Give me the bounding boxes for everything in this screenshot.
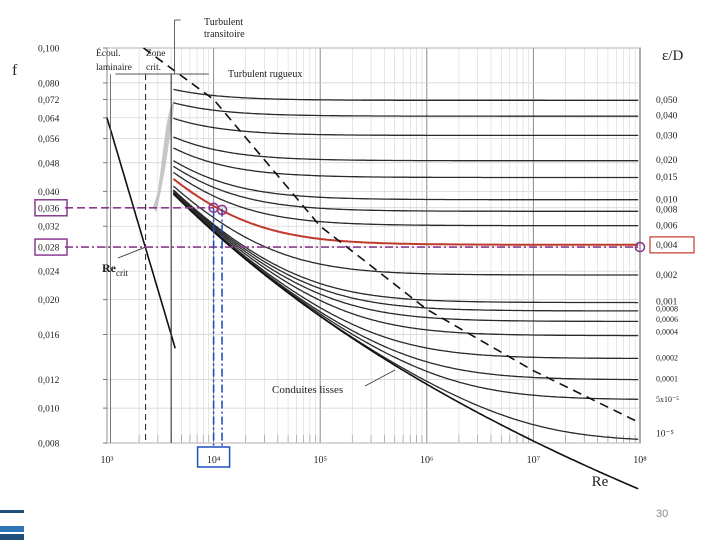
x-tick-label: 10⁵ <box>313 455 327 466</box>
footer-accent-bar-bottom <box>0 534 24 540</box>
y-axis-label: f <box>12 62 18 79</box>
x-tick-label: 10⁸ <box>633 455 647 466</box>
y-tick-label: 0,024 <box>38 267 60 278</box>
annotation-transitoire: transitoire <box>204 29 245 40</box>
eps-d-label: 0,040 <box>656 111 678 122</box>
footer-accent-bar-mid <box>0 526 24 532</box>
annotation-turbulent-rugueux: Turbulent rugueux <box>228 69 303 80</box>
y-tick-label: 0,072 <box>38 95 60 106</box>
eps-d-label: 0,004 <box>656 240 678 251</box>
eps-d-label: 0,0001 <box>656 374 678 384</box>
eps-d-label: 0,006 <box>656 221 678 232</box>
x-tick-label: 10⁴ <box>206 455 221 466</box>
eps-d-label: 0,030 <box>656 131 678 142</box>
y-tick-label: 0,020 <box>38 296 60 307</box>
x-tick-label: 10⁷ <box>526 455 541 466</box>
eps-d-label: 0,0008 <box>656 304 678 314</box>
y-tick-label: 0,056 <box>38 135 60 146</box>
y-tick-label: 0,012 <box>38 376 60 387</box>
eps-d-label: 0,050 <box>656 95 678 106</box>
y-tick-label: 0,036 <box>38 204 60 215</box>
eps-d-label: 5x10⁻⁵ <box>656 394 680 404</box>
annotation-crit: crit. <box>146 63 162 73</box>
annotation-re-crit: $Re_{crit}$ <box>102 261 128 278</box>
y-tick-label: 0,064 <box>38 114 60 125</box>
y-tick-label: 0,028 <box>38 243 60 254</box>
eps-d-label: 10⁻⁵ <box>656 429 674 440</box>
y-tick-label: 0,008 <box>38 439 60 450</box>
y-tick-label: 0,010 <box>38 404 60 415</box>
y-tick-label: 0,032 <box>38 222 60 233</box>
eps-d-label: 0,0002 <box>656 353 678 363</box>
annotation-conduites-lisses: Conduites lisses <box>272 384 344 396</box>
annotation-laminaire: laminaire <box>96 63 132 73</box>
right-axis-label: ε/D <box>662 48 684 64</box>
annotation-ecoulement: Écoul. <box>96 49 121 59</box>
eps-d-label: 0,0004 <box>656 327 678 337</box>
x-tick-label: 10⁶ <box>420 455 434 466</box>
x-axis-label: Re <box>591 474 609 490</box>
eps-d-label: 0,015 <box>656 173 678 184</box>
eps-d-label: 0,0006 <box>656 314 678 324</box>
eps-d-label: 0,002 <box>656 271 678 282</box>
x-tick-label: 10³ <box>100 455 114 466</box>
y-tick-label: 0,016 <box>38 331 60 342</box>
eps-d-label: 0,010 <box>656 195 678 206</box>
annotation-turbulent: Turbulent <box>204 17 244 28</box>
annotation-zone: Zone <box>146 49 166 59</box>
y-tick-label: 0,048 <box>38 159 60 170</box>
eps-d-label: 0,020 <box>656 155 678 166</box>
eps-d-label: 0,008 <box>656 205 678 216</box>
y-tick-label: 0,080 <box>38 79 60 90</box>
page-number: 30 <box>656 508 669 520</box>
eps-d-label: 0,001 <box>656 297 678 308</box>
y-tick-label: 0,040 <box>38 187 60 198</box>
footer-accent-bar-top <box>0 510 24 513</box>
y-tick-label: 0,100 <box>38 44 60 55</box>
